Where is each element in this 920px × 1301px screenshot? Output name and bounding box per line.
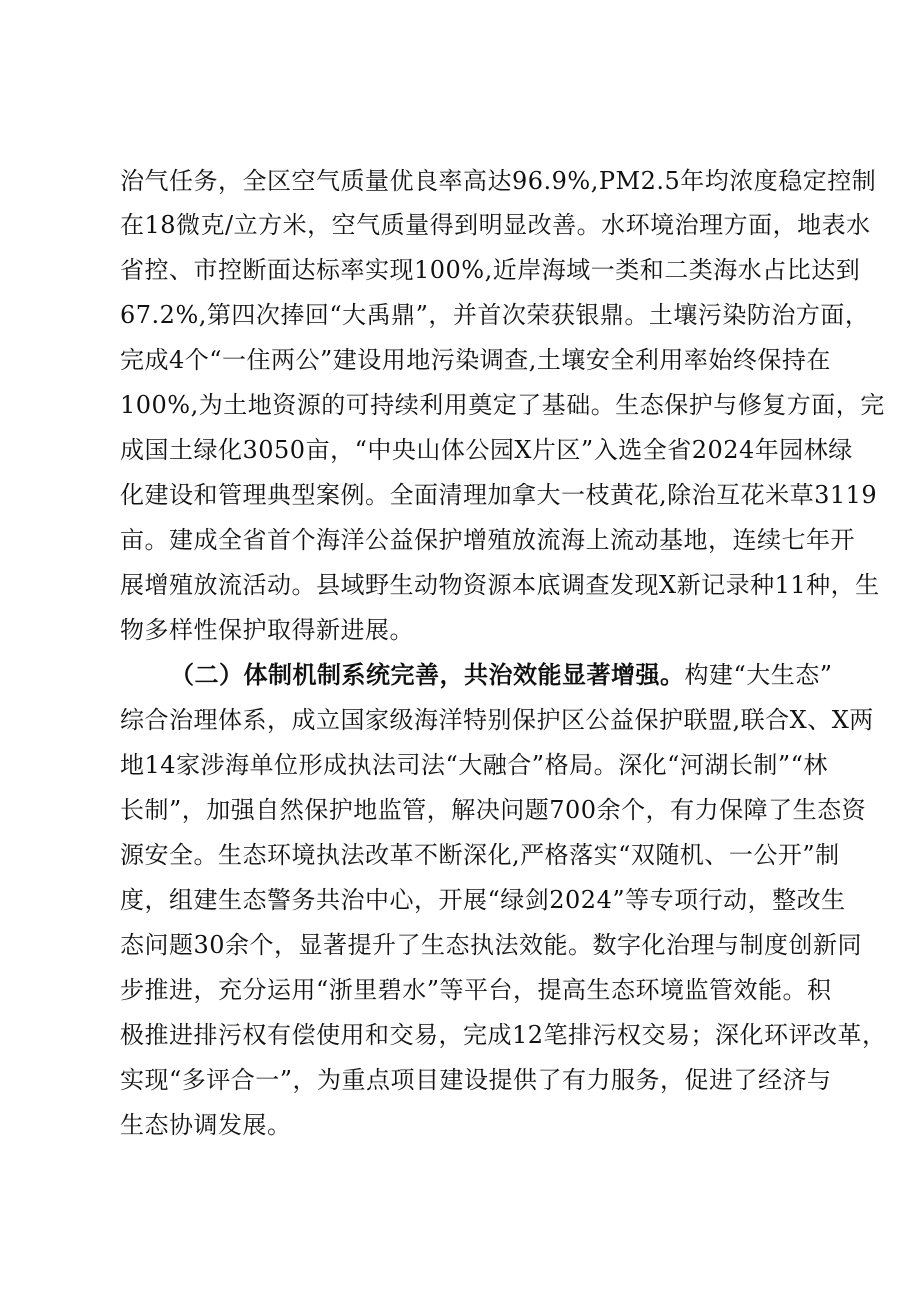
section-heading: （二）体制机制系统完善，共治效能显著增强。	[170, 660, 685, 689]
paragraph-1-line: 67.2%,第四次捧回“大禹鼎”，并首次荣获银鼎。土壤污染防治方面，	[120, 301, 870, 329]
paragraph-1-line: 完成4个“一住两公”建设用地污染调查,土壤安全利用率始终保持在	[120, 346, 831, 374]
paragraph-2-line: 极推进排污权有偿使用和交易，完成12笔排污权交易；深化环评改革，	[120, 1021, 887, 1049]
paragraph-1-line: 展增殖放流活动。县域野生动物资源本底调查发现X新记录种11种，生	[120, 571, 880, 599]
paragraph-1-line: 100%,为土地资源的可持续利用奠定了基础。生态保护与修复方面，完	[120, 391, 885, 419]
paragraph-2-line: 地14家涉海单位形成执法司法“大融合”格局。深化“河湖长制”“林	[120, 751, 828, 779]
paragraph-1-line: 在18微克/立方米，空气质量得到明显改善。水环境治理方面，地表水	[120, 211, 871, 239]
paragraph-1-line: 亩。建成全省首个海洋公益保护增殖放流海上流动基地，连续七年开	[120, 526, 855, 554]
paragraph-2-line: 态问题30余个，显著提升了生态执法效能。数字化治理与制度创新同	[120, 931, 863, 959]
paragraph-2-line: 长制”，加强自然保护地监管，解决问题700余个，有力保障了生态资	[120, 796, 867, 824]
paragraph-2-line: 综合治理体系，成立国家级海洋特别保护区公益保护联盟,联合X、X两	[120, 706, 874, 734]
paragraph-2-line: 源安全。生态环境执法改革不断深化,严格落实“双随机、一公开”制	[120, 841, 840, 869]
paragraph-2-line: 度，组建生态警务共治中心，开展“绿剑2024”等专项行动，整改生	[120, 886, 846, 914]
paragraph-2-first-line	[170, 654, 833, 696]
paragraph-1-line: 化建设和管理典型案例。全面清理加拿大一枝黄花,除治互花米草3119	[120, 481, 878, 509]
paragraph-1-line: 成国土绿化3050亩，“中央山体公园X片区”入选全省2024年园林绿	[120, 436, 853, 464]
paragraph-2-line: 实现“多评合一”，为重点项目建设提供了有力服务，促进了经济与	[120, 1066, 832, 1094]
paragraph-1-line: 省控、市控断面达标率实现100%,近岸海域一类和二类海水占比达到	[120, 256, 861, 284]
paragraph-1-line: 治气任务，全区空气质量优良率高达96.9%,PM2.5年均浓度稳定控制	[120, 167, 877, 195]
paragraph-2-line: 步推进，充分运用“浙里碧水”等平台，提高生态环境监管效能。积	[120, 976, 832, 1004]
paragraph-2-line: 生态协调发展。	[120, 1111, 292, 1139]
paragraph-1-line: 物多样性保护取得新进展。	[120, 616, 414, 644]
paragraph-2-first-line-text: 构建“大生态”	[684, 661, 833, 689]
